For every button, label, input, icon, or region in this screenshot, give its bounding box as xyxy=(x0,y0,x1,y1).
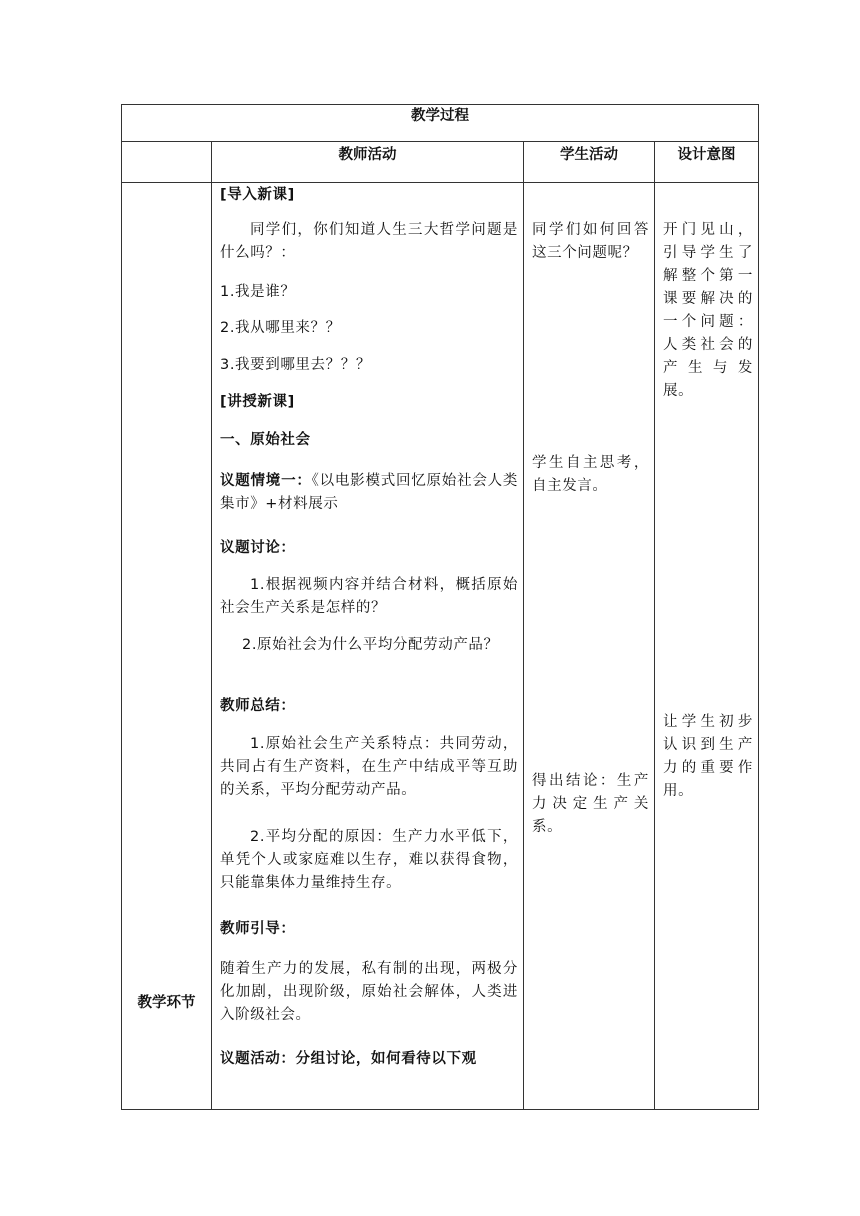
summary-label: 教师总结： xyxy=(220,698,296,714)
question-3: 3.我要到哪里去？？？ xyxy=(220,357,371,373)
question-1: 1.我是谁？ xyxy=(220,284,296,300)
table-col-divider-3 xyxy=(654,141,655,1110)
design-intent-2: 让学生初步认识到生产力的重要作用。 xyxy=(663,714,753,799)
table-border-left xyxy=(121,104,122,1110)
student-activity-1: 同学们如何回答这三个问题呢？ xyxy=(532,222,649,261)
table-border-bottom xyxy=(121,1109,759,1110)
section-primitive-society: 一、原始社会 xyxy=(220,432,311,448)
discussion-question-2: 2.原始社会为什么平均分配劳动产品？ xyxy=(242,637,499,653)
summary-point-2: 2.平均分配的原因：生产力水平低下，单凭个人或家庭难以生存，难以获得食物，只能靠集体力量维持生存。 xyxy=(220,829,518,891)
header-teacher-activity: 教师活动 xyxy=(338,147,397,163)
lecture-heading: [讲授新课] xyxy=(220,394,295,410)
scenario-text: 《以电影模式回忆原始社会人类集市》+材料展示 xyxy=(220,473,518,512)
table-border-right xyxy=(758,104,759,1110)
guide-label: 教师引导： xyxy=(220,921,296,937)
intro-paragraph: 同学们，你们知道人生三大哲学问题是什么吗？： xyxy=(220,222,518,261)
row-label-teaching-stage: 教学环节 xyxy=(137,995,196,1011)
student-activity-2: 学生自主思考，自主发言。 xyxy=(532,455,649,494)
table-col-divider-2 xyxy=(523,141,524,1110)
table-divider-header xyxy=(121,182,759,183)
table-divider-title xyxy=(121,141,759,142)
header-design-intent: 设计意图 xyxy=(677,147,736,163)
guide-text: 随着生产力的发展，私有制的出现，两极分化加剧，出现阶级，原始社会解体，人类进入阶级社会。 xyxy=(220,961,518,1023)
scenario-paragraph xyxy=(220,470,518,516)
activity-text: 议题活动：分组讨论，如何看待以下观 xyxy=(220,1051,477,1067)
summary-point-1: 1.原始社会生产关系特点：共同劳动，共同占有生产资料，在生产中结成平等互助的关系，平均分配劳动产品。 xyxy=(220,736,518,798)
design-intent-1: 开门见山，引导学生了解整个第一课要解决的一个问题：人类社会的产生与发展。 xyxy=(663,222,753,399)
table-col-divider-1 xyxy=(211,141,212,1110)
question-2: 2.我从哪里来？？ xyxy=(220,320,341,336)
header-student-activity: 学生活动 xyxy=(560,147,618,163)
student-activity-3: 得出结论：生产力决定生产关系。 xyxy=(532,773,649,835)
discussion-label: 议题讨论： xyxy=(220,540,296,556)
discussion-question-1: 1.根据视频内容并结合材料，概括原始社会生产关系是怎样的？ xyxy=(220,577,518,616)
scenario-label: 议题情境一： xyxy=(220,473,312,489)
intro-heading: [导入新课] xyxy=(220,187,295,203)
table-title: 教学过程 xyxy=(411,108,469,124)
